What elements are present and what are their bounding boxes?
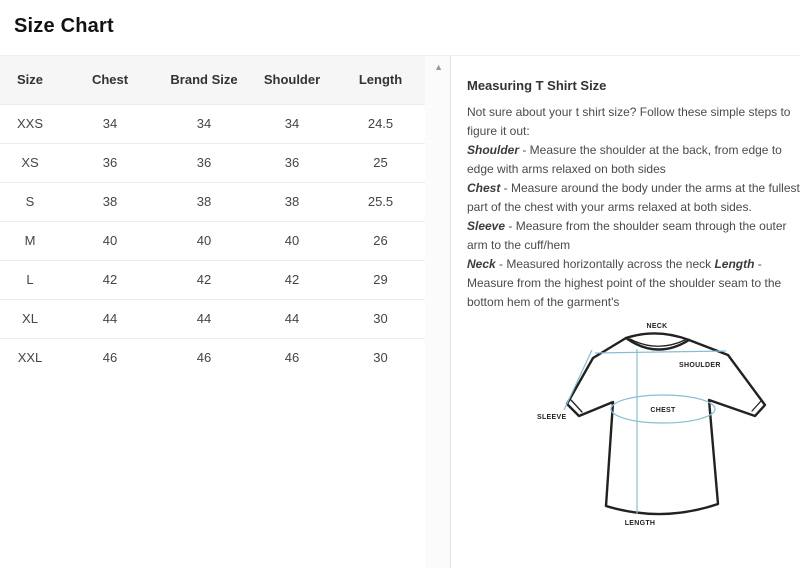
size-cell: XXL <box>0 338 60 377</box>
term-shoulder: Shoulder <box>467 143 520 157</box>
shoulder-cell: 34 <box>248 104 336 143</box>
size-cell: XXS <box>0 104 60 143</box>
shoulder-cell: 42 <box>248 260 336 299</box>
size-chart-table <box>0 56 425 377</box>
term-chest: Chest <box>467 181 501 195</box>
brand-size-cell: 36 <box>160 143 248 182</box>
size-cell: XL <box>0 299 60 338</box>
content-area <box>0 55 800 568</box>
desc-length: - Measure from the highest point of the shoulder seam to the bottom hem of the garment's <box>467 257 782 309</box>
size-cell: M <box>0 221 60 260</box>
desc-chest: - Measure around the body under the arms at the fullest part of the chest with your arms relaxed at both sides. <box>467 181 800 214</box>
scroll-up-icon[interactable]: ▲ <box>434 62 443 72</box>
chest-cell: 40 <box>60 221 160 260</box>
tshirt-outline <box>567 333 765 514</box>
chest-cell: 46 <box>60 338 160 377</box>
shoulder-cell: 36 <box>248 143 336 182</box>
column-header-size: Size <box>0 56 60 104</box>
tshirt-diagram <box>529 318 800 561</box>
size-cell: L <box>0 260 60 299</box>
table-row <box>0 260 425 299</box>
guide-step-sleeve <box>467 217 800 255</box>
shoulder-label: SHOULDER <box>679 362 721 369</box>
table-row <box>0 143 425 182</box>
term-length: Length <box>714 257 755 271</box>
table-row <box>0 104 425 143</box>
brand-size-cell: 44 <box>160 299 248 338</box>
chest-label: CHEST <box>650 407 676 414</box>
term-sleeve: Sleeve <box>467 219 506 233</box>
shoulder-cell: 46 <box>248 338 336 377</box>
length-cell: 30 <box>336 299 425 338</box>
tshirt-diagram-svg <box>529 318 800 556</box>
size-cell: XS <box>0 143 60 182</box>
neck-label: NECK <box>646 323 668 330</box>
guide-intro: Not sure about your t shirt size? Follow these simple steps to figure it out: <box>467 105 791 138</box>
table-row <box>0 221 425 260</box>
shoulder-cell: 38 <box>248 182 336 221</box>
brand-size-cell: 42 <box>160 260 248 299</box>
desc-sleeve: - Measure from the shoulder seam through the outer arm to the cuff/hem <box>467 219 787 252</box>
length-cell: 25 <box>336 143 425 182</box>
length-cell: 30 <box>336 338 425 377</box>
page-title: Size Chart <box>14 15 114 37</box>
length-cell: 29 <box>336 260 425 299</box>
table-scrollbar-track[interactable] <box>425 56 450 568</box>
table-header-row <box>0 56 425 104</box>
brand-size-cell: 40 <box>160 221 248 260</box>
guide-heading: Measuring T Shirt Size <box>467 78 607 93</box>
length-cell: 26 <box>336 221 425 260</box>
sleeve-label: SLEEVE <box>537 414 567 421</box>
column-header-length: Length <box>336 56 425 104</box>
desc-shoulder: - Measure the shoulder at the back, from edge to edge with arms relaxed on both sides <box>467 143 782 176</box>
size-table-panel <box>0 56 451 568</box>
chest-cell: 44 <box>60 299 160 338</box>
brand-size-cell: 38 <box>160 182 248 221</box>
chest-cell: 42 <box>60 260 160 299</box>
table-row <box>0 338 425 377</box>
length-cell: 25.5 <box>336 182 425 221</box>
guide-text <box>467 103 800 312</box>
size-cell: S <box>0 182 60 221</box>
guide-step-neck-length <box>467 255 800 312</box>
desc-neck: - Measured horizontally across the neck <box>495 257 715 271</box>
chest-cell: 36 <box>60 143 160 182</box>
guide-step-shoulder <box>467 141 800 179</box>
shoulder-cell: 44 <box>248 299 336 338</box>
length-cell: 24.5 <box>336 104 425 143</box>
length-label: LENGTH <box>624 520 656 527</box>
table-row <box>0 182 425 221</box>
chest-cell: 38 <box>60 182 160 221</box>
measuring-guide-panel <box>451 56 800 568</box>
shoulder-cell: 40 <box>248 221 336 260</box>
table-row <box>0 299 425 338</box>
chest-cell: 34 <box>60 104 160 143</box>
column-header-brand-size: Brand Size <box>160 56 248 104</box>
brand-size-cell: 46 <box>160 338 248 377</box>
column-header-shoulder: Shoulder <box>248 56 336 104</box>
column-header-chest: Chest <box>60 56 160 104</box>
brand-size-cell: 34 <box>160 104 248 143</box>
guide-step-chest <box>467 179 800 217</box>
term-neck: Neck <box>467 257 496 271</box>
